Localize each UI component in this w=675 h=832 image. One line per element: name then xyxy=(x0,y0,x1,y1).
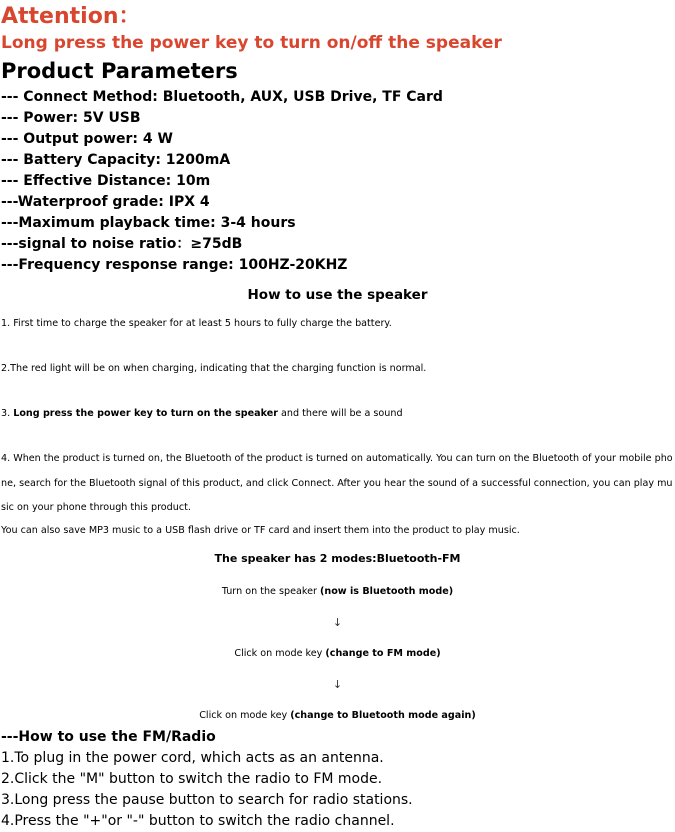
fm-item: 4.Press the "+"or "-" button to switch the radio channel. xyxy=(1,813,395,829)
how-to-use-heading: How to use the speaker xyxy=(247,287,428,303)
param-item: --- Power: 5V USB xyxy=(1,110,141,126)
fm-item: 2.Click the "M" button to switch the radio to FM mode. xyxy=(1,771,383,787)
arrow-down-icon: ↓ xyxy=(332,678,343,691)
param-item: ---Maximum playback time: 3-4 hours xyxy=(1,215,296,231)
param-item: ---Frequency response range: 100HZ-20KHZ xyxy=(1,257,348,273)
fm-item: 1.To plug in the power cord, which acts as an antenna. xyxy=(1,750,384,766)
howto-step-1: 1. First time to charge the speaker for at least 5 hours to fully charge the battery. xyxy=(1,318,392,329)
fm-item: 3.Long press the pause button to search for radio stations. xyxy=(1,792,413,808)
howto-step-3-suffix: and there will be a sound xyxy=(277,408,403,419)
mode-step-text: Click on mode key xyxy=(234,648,326,659)
mode-step-bold: (change to Bluetooth mode again) xyxy=(290,710,476,721)
mode-step-bold: (change to FM mode) xyxy=(325,648,441,659)
mode-step-text: Turn on the speaker xyxy=(221,586,320,597)
mode-step-3 xyxy=(0,710,675,721)
param-item: ---signal to noise ratio：≥75dB xyxy=(1,236,243,252)
param-item: ---Waterproof grade: IPX 4 xyxy=(1,194,210,210)
howto-step-2: 2.The red light will be on when charging, indicating that the charging function is normal. xyxy=(1,363,427,374)
product-parameters-heading: Product Parameters xyxy=(1,59,238,83)
param-item: --- Output power: 4 W xyxy=(1,131,173,147)
howto-extra: You can also save MP3 music to a USB flash drive or TF card and insert them into the product to play music. xyxy=(1,525,520,536)
mode-step-bold: (now is Bluetooth mode) xyxy=(320,586,454,597)
param-item: --- Effective Distance: 10m xyxy=(1,173,211,189)
attention-title: Attention： xyxy=(1,4,141,29)
mode-step-text: Click on mode key xyxy=(199,710,291,721)
modes-heading: The speaker has 2 modes:Bluetooth-FM xyxy=(214,552,461,565)
fm-heading: ---How to use the FM/Radio xyxy=(1,729,216,745)
howto-step-3-bold: Long press the power key to turn on the speaker xyxy=(13,408,278,419)
howto-step-3-prefix: 3. xyxy=(1,408,14,419)
param-item: --- Battery Capacity: 1200mA xyxy=(1,152,231,168)
howto-step-3 xyxy=(1,402,403,426)
arrow-down-icon: ↓ xyxy=(332,616,343,629)
howto-step-4: 4. When the product is turned on, the Bluetooth of the product is turned on automatically. You can turn on the Bluetooth of your mobile phone, search for the Bluetooth signal of this product, and click Connect. After you hear the sound of a successful connection, you can play music on your phone through this product. xyxy=(1,453,673,513)
param-item: --- Connect Method: Bluetooth, AUX, USB Drive, TF Card xyxy=(1,89,443,105)
attention-subtitle: Long press the power key to turn on/off the speaker xyxy=(1,33,502,53)
mode-step-2 xyxy=(0,648,675,659)
mode-step-1 xyxy=(0,586,675,597)
